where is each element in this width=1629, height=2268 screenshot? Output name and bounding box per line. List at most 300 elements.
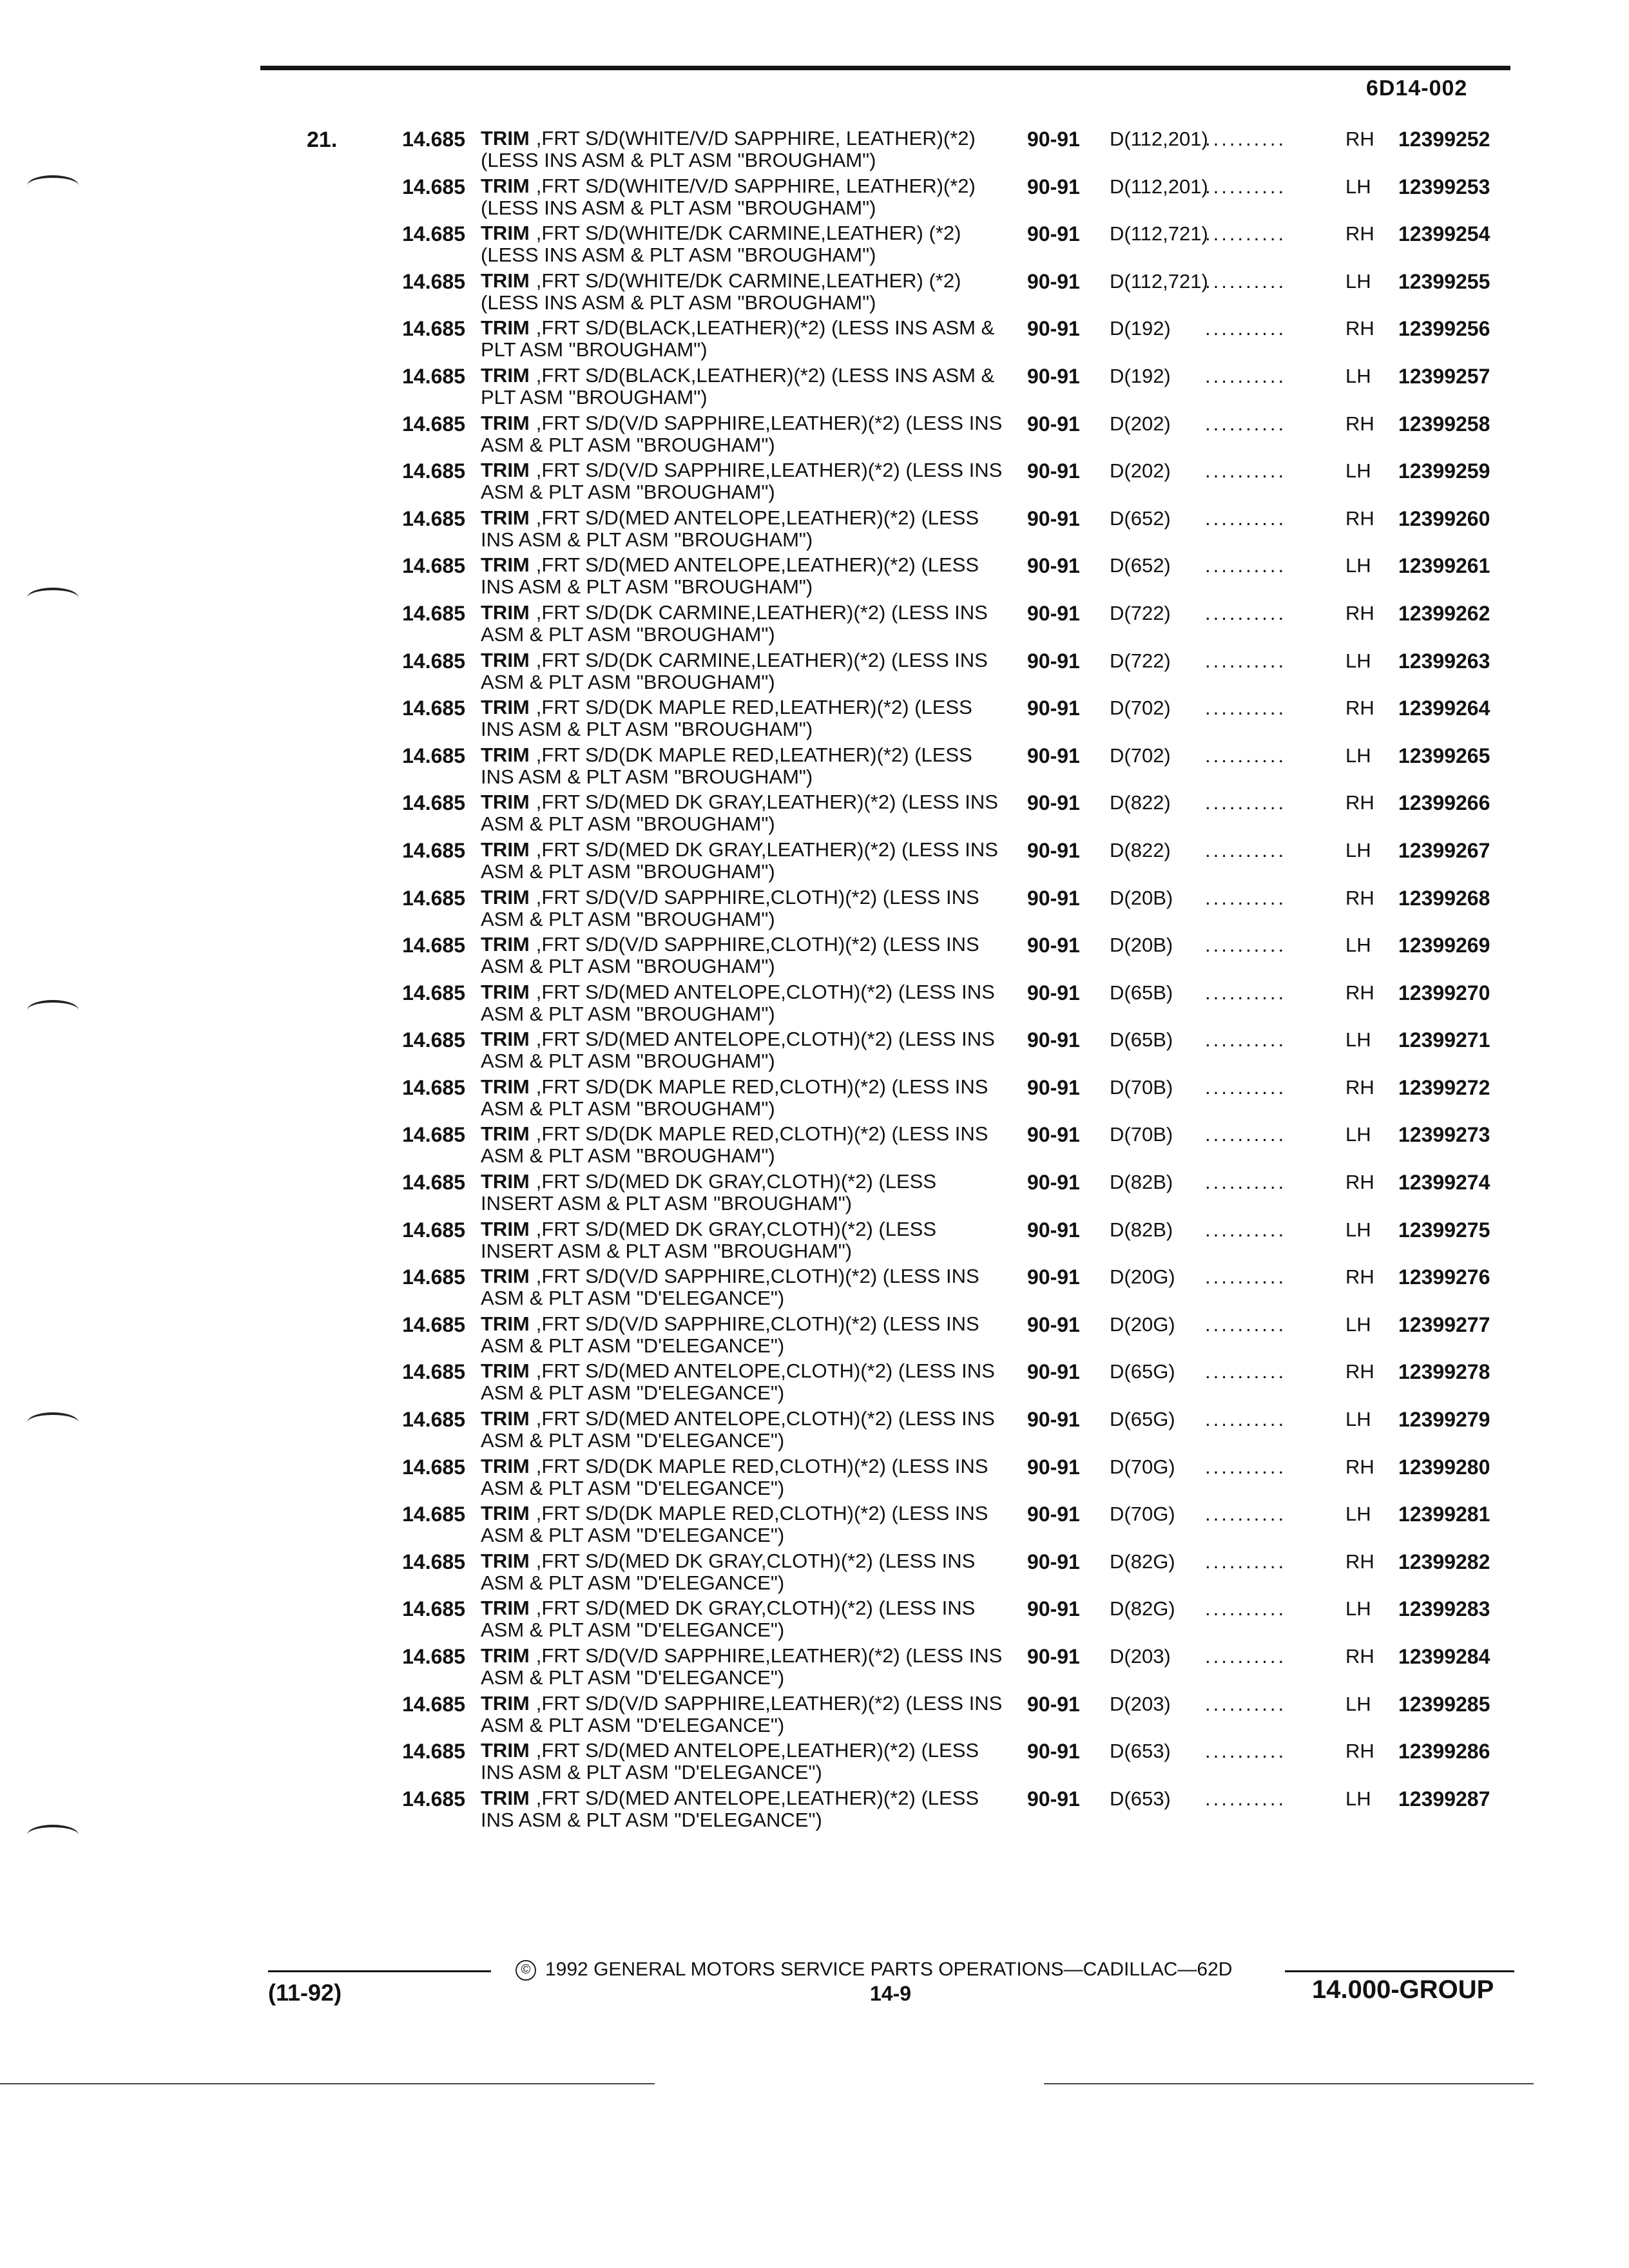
side-code: RH [1345,128,1374,150]
part-keyword: TRIM [481,506,530,529]
trim-code: D(70G) [1110,1503,1175,1526]
binder-hole-mark [27,1000,79,1021]
date-code: (11-92) [268,1979,342,2006]
side-code: RH [1345,697,1374,720]
side-code: LH [1345,554,1371,577]
trim-code: D(722) [1110,601,1171,624]
side-code: RH [1345,1265,1374,1289]
part-keyword: TRIM [481,885,530,908]
part-number: 12399267 [1398,838,1490,862]
dot-leader: .......... [1205,1455,1287,1478]
description-text: ,FRT S/D(DK MAPLE RED,CLOTH)(*2) (LESS INS ASM & PLT ASM "BROUGHAM") [481,1075,988,1120]
part-description [481,1360,1009,1404]
ref-number: 14.685 [402,1503,465,1526]
ref-number: 14.685 [402,128,465,151]
parts-list-row [0,1359,1629,1407]
model-years: 90-91 [1027,886,1080,910]
trim-code: D(112,201) [1110,175,1208,198]
group-label: 14.000-GROUP [1312,1975,1494,2004]
parts-list-row [0,695,1629,743]
ref-number: 14.685 [402,601,465,625]
part-keyword: TRIM [481,127,530,149]
side-code: LH [1345,1218,1371,1241]
ref-number: 14.685 [402,1171,465,1195]
parts-list-row [0,980,1629,1028]
part-description [481,1597,1009,1641]
part-number: 12399254 [1398,222,1490,246]
part-keyword: TRIM [481,1075,530,1098]
part-keyword: TRIM [481,1644,530,1667]
model-years: 90-91 [1027,1455,1080,1479]
part-keyword: TRIM [481,459,530,482]
dot-leader: .......... [1205,791,1287,814]
model-years: 90-91 [1027,601,1080,625]
parts-list-row [0,1596,1629,1644]
description-text: ,FRT S/D(DK MAPLE RED,LEATHER)(*2) (LESS INS ASM & PLT ASM "BROUGHAM") [481,743,972,788]
model-years: 90-91 [1027,1503,1080,1526]
side-code: LH [1345,1787,1371,1810]
dot-leader: .......... [1205,175,1287,198]
part-keyword: TRIM [481,316,530,340]
trim-code: D(702) [1110,744,1171,767]
model-years: 90-91 [1027,1028,1080,1052]
trim-code: D(65G) [1110,1408,1175,1431]
ref-number: 14.685 [402,1075,465,1099]
parts-list-row [0,743,1629,791]
copyright-text: 1992 GENERAL MOTORS SERVICE PARTS OPERATIONS—CADILLAC—62D [545,1959,1233,1980]
part-keyword: TRIM [481,1312,530,1335]
parts-list-row [0,601,1629,648]
description-text: ,FRT S/D(V/D SAPPHIRE,CLOTH)(*2) (LESS INS ASM & PLT ASM "BROUGHAM") [481,885,979,930]
side-code: LH [1345,175,1371,198]
description-text: ,FRT S/D(MED ANTELOPE,LEATHER)(*2) (LESS INS ASM & PLT ASM "BROUGHAM") [481,553,979,599]
ref-number: 14.685 [402,697,465,720]
parts-list-row [0,316,1629,363]
ref-number: 14.685 [402,1692,465,1716]
description-text: ,FRT S/D(MED DK GRAY,CLOTH)(*2) (LESS INSERT ASM & PLT ASM "BROUGHAM") [481,1217,937,1262]
part-keyword: TRIM [481,222,530,245]
part-number: 12399273 [1398,1123,1490,1147]
part-description [481,887,1009,930]
part-keyword: TRIM [481,1691,530,1715]
part-number: 12399269 [1398,934,1490,957]
dot-leader: .......... [1205,886,1287,909]
footer-rule-left [268,1970,491,1972]
part-number: 12399283 [1398,1597,1490,1621]
model-years: 90-91 [1027,1550,1080,1573]
part-description [481,1171,1009,1215]
ref-number: 14.685 [402,1550,465,1573]
ref-number: 14.685 [402,838,465,862]
model-years: 90-91 [1027,981,1080,1004]
model-years: 90-91 [1027,1360,1080,1384]
model-years: 90-91 [1027,175,1080,198]
dot-leader: .......... [1205,1740,1287,1763]
part-number: 12399281 [1398,1503,1490,1526]
dot-leader: .......... [1205,601,1287,624]
dot-leader: .......... [1205,222,1287,245]
binder-hole-mark [27,175,79,196]
part-number: 12399264 [1398,697,1490,720]
model-years: 90-91 [1027,1265,1080,1289]
trim-code: D(20B) [1110,934,1173,957]
description-text: ,FRT S/D(BLACK,LEATHER)(*2) (LESS INS ASM & PLT ASM "BROUGHAM") [481,316,995,361]
description-text: ,FRT S/D(MED ANTELOPE,LEATHER)(*2) (LESS INS ASM & PLT ASM "BROUGHAM") [481,506,979,551]
part-description [481,459,1009,503]
part-description [481,554,1009,598]
part-description [481,1028,1009,1072]
description-text: ,FRT S/D(MED ANTELOPE,LEATHER)(*2) (LESS INS ASM & PLT ASM "D'ELEGANCE") [481,1739,979,1784]
dot-leader: .......... [1205,1265,1287,1289]
side-code: RH [1345,506,1374,530]
copyright-line [516,1959,1232,1981]
part-description [481,1123,1009,1167]
trim-code: D(112,201) [1110,128,1208,150]
side-code: LH [1345,269,1371,293]
model-years: 90-91 [1027,1123,1080,1147]
ref-number: 14.685 [402,175,465,198]
side-code: LH [1345,934,1371,957]
side-code: LH [1345,649,1371,672]
model-years: 90-91 [1027,506,1080,530]
parts-list-row [0,885,1629,933]
description-text: ,FRT S/D(DK CARMINE,LEATHER)(*2) (LESS INS ASM & PLT ASM "BROUGHAM") [481,648,988,693]
bottom-rule-left [0,2083,655,2084]
part-keyword: TRIM [481,1217,530,1240]
part-number: 12399272 [1398,1075,1490,1099]
model-years: 90-91 [1027,1740,1080,1763]
part-description [481,507,1009,551]
description-text: ,FRT S/D(WHITE/V/D SAPPHIRE, LEATHER)(*2) (LESS INS ASM & PLT ASM "BROUGHAM") [481,174,976,219]
part-number: 12399252 [1398,128,1490,151]
part-keyword: TRIM [481,1502,530,1525]
dot-leader: .......... [1205,1123,1287,1146]
ref-number: 14.685 [402,1028,465,1052]
part-number: 12399263 [1398,649,1490,673]
model-years: 90-91 [1027,459,1080,483]
part-number: 12399276 [1398,1265,1490,1289]
parts-list-row [0,221,1629,269]
part-description [481,1550,1009,1594]
parts-list-row [0,1264,1629,1312]
trim-code: D(203) [1110,1692,1171,1715]
dot-leader: .......... [1205,506,1287,530]
side-code: RH [1345,1645,1374,1667]
trim-code: D(653) [1110,1787,1171,1810]
ref-number: 14.685 [402,412,465,436]
description-text: ,FRT S/D(WHITE/DK CARMINE,LEATHER) (*2) (LESS INS ASM & PLT ASM "BROUGHAM") [481,269,961,314]
dot-leader: .......... [1205,554,1287,577]
model-years: 90-91 [1027,1787,1080,1811]
model-years: 90-91 [1027,222,1080,246]
dot-leader: .......... [1205,1597,1287,1620]
part-number: 12399258 [1398,412,1490,436]
parts-list-row [0,648,1629,696]
part-description [481,1740,1009,1783]
dot-leader: .......... [1205,981,1287,1004]
dot-leader: .......... [1205,317,1287,340]
ref-number: 14.685 [402,554,465,578]
model-years: 90-91 [1027,1171,1080,1195]
part-keyword: TRIM [481,411,530,434]
ref-number: 14.685 [402,981,465,1004]
ref-number: 14.685 [402,1265,465,1289]
bottom-rule-right [1044,2083,1534,2084]
ref-number: 14.685 [402,1740,465,1763]
model-years: 90-91 [1027,317,1080,341]
trim-code: D(82B) [1110,1218,1173,1241]
trim-code: D(112,721) [1110,269,1208,293]
description-text: ,FRT S/D(MED ANTELOPE,LEATHER)(*2) (LESS INS ASM & PLT ASM "D'ELEGANCE") [481,1786,979,1831]
dot-leader: .......... [1205,1692,1287,1715]
ref-number: 14.685 [402,317,465,341]
description-text: ,FRT S/D(V/D SAPPHIRE,CLOTH)(*2) (LESS INS ASM & PLT ASM "D'ELEGANCE") [481,1312,979,1357]
model-years: 90-91 [1027,838,1080,862]
part-description [481,222,1009,266]
page-code: 6D14-002 [1366,76,1468,101]
part-description [481,128,1009,171]
side-code: LH [1345,744,1371,767]
part-description [481,317,1009,361]
side-code: RH [1345,1455,1374,1478]
part-keyword: TRIM [481,1454,530,1477]
ref-number: 14.685 [402,1645,465,1668]
part-number: 12399284 [1398,1645,1490,1668]
part-keyword: TRIM [481,696,530,719]
parts-list-row [0,458,1629,506]
dot-leader: .......... [1205,838,1287,861]
part-number: 12399266 [1398,791,1490,815]
model-years: 90-91 [1027,697,1080,720]
dot-leader: .......... [1205,1360,1287,1383]
dot-leader: .......... [1205,1550,1287,1573]
part-keyword: TRIM [481,174,530,197]
dot-leader: .......... [1205,459,1287,483]
trim-code: D(70G) [1110,1455,1175,1478]
description-text: ,FRT S/D(V/D SAPPHIRE,CLOTH)(*2) (LESS INS ASM & PLT ASM "BROUGHAM") [481,933,979,978]
parts-list-row [0,553,1629,601]
ref-number: 14.685 [402,1408,465,1432]
parts-list-row [0,1407,1629,1454]
part-description [481,1218,1009,1262]
part-number: 12399261 [1398,554,1490,578]
description-text: ,FRT S/D(BLACK,LEATHER)(*2) (LESS INS ASM & PLT ASM "BROUGHAM") [481,363,995,408]
part-number: 12399260 [1398,506,1490,530]
description-text: ,FRT S/D(MED ANTELOPE,CLOTH)(*2) (LESS INS ASM & PLT ASM "BROUGHAM") [481,980,995,1025]
description-text: ,FRT S/D(V/D SAPPHIRE,LEATHER)(*2) (LESS INS ASM & PLT ASM "D'ELEGANCE") [481,1644,1003,1689]
part-keyword: TRIM [481,1122,530,1146]
part-description [481,1645,1009,1689]
parts-list-row [0,932,1629,980]
parts-list-row [0,174,1629,222]
part-description [481,365,1009,408]
part-number: 12399282 [1398,1550,1490,1573]
model-years: 90-91 [1027,1692,1080,1716]
model-years: 90-91 [1027,554,1080,578]
description-text: ,FRT S/D(MED DK GRAY,LEATHER)(*2) (LESS INS ASM & PLT ASM "BROUGHAM") [481,791,998,836]
description-text: ,FRT S/D(DK MAPLE RED,CLOTH)(*2) (LESS INS ASM & PLT ASM "D'ELEGANCE") [481,1502,988,1547]
part-description [481,649,1009,693]
ref-number: 14.685 [402,1455,465,1479]
trim-code: D(702) [1110,697,1171,720]
parts-list-row [0,269,1629,316]
dot-leader: .......... [1205,1503,1287,1526]
part-number: 12399278 [1398,1360,1490,1384]
part-description [481,697,1009,740]
model-years: 90-91 [1027,1075,1080,1099]
side-code: LH [1345,364,1371,387]
trim-code: D(202) [1110,459,1171,483]
parts-list-row [0,1786,1629,1834]
dot-leader: .......... [1205,1787,1287,1810]
part-number: 12399279 [1398,1408,1490,1432]
part-description [481,1076,1009,1120]
side-code: LH [1345,1312,1371,1336]
part-description [481,1503,1009,1546]
trim-code: D(202) [1110,412,1171,435]
trim-code: D(20G) [1110,1312,1175,1336]
part-keyword: TRIM [481,933,530,956]
model-years: 90-91 [1027,412,1080,436]
side-code: LH [1345,1028,1371,1052]
model-years: 90-91 [1027,1312,1080,1336]
part-keyword: TRIM [481,601,530,624]
dot-leader: .......... [1205,1171,1287,1194]
side-code: RH [1345,981,1374,1004]
trim-code: D(192) [1110,317,1171,340]
trim-code: D(65G) [1110,1360,1175,1383]
model-years: 90-91 [1027,791,1080,815]
model-years: 90-91 [1027,128,1080,151]
trim-code: D(82G) [1110,1597,1175,1620]
description-text: ,FRT S/D(MED DK GRAY,CLOTH)(*2) (LESS INS ASM & PLT ASM "D'ELEGANCE") [481,1597,976,1642]
description-text: ,FRT S/D(V/D SAPPHIRE,LEATHER)(*2) (LESS INS ASM & PLT ASM "D'ELEGANCE") [481,1691,1003,1736]
ref-number: 14.685 [402,744,465,767]
trim-code: D(70B) [1110,1075,1173,1099]
group-number: 21. [307,128,338,152]
parts-list-row [0,1644,1629,1691]
parts-list [0,126,1629,1833]
dot-leader: .......... [1205,744,1287,767]
description-text: ,FRT S/D(V/D SAPPHIRE,CLOTH)(*2) (LESS INS ASM & PLT ASM "D'ELEGANCE") [481,1265,979,1310]
model-years: 90-91 [1027,1597,1080,1621]
part-description [481,934,1009,977]
part-number: 12399274 [1398,1171,1490,1195]
side-code: LH [1345,1123,1371,1146]
parts-list-row [0,1549,1629,1597]
description-text: ,FRT S/D(WHITE/V/D SAPPHIRE, LEATHER)(*2) (LESS INS ASM & PLT ASM "BROUGHAM") [481,127,976,171]
side-code: RH [1345,1075,1374,1099]
ref-number: 14.685 [402,1218,465,1242]
part-description [481,1313,1009,1357]
part-number: 12399262 [1398,601,1490,625]
trim-code: D(112,721) [1110,222,1208,245]
parts-list-row [0,1122,1629,1169]
dot-leader: .......... [1205,649,1287,672]
description-text: ,FRT S/D(DK MAPLE RED,CLOTH)(*2) (LESS INS ASM & PLT ASM "BROUGHAM") [481,1122,988,1168]
ref-number: 14.685 [402,1312,465,1336]
model-years: 90-91 [1027,649,1080,673]
part-description [481,981,1009,1025]
part-number: 12399268 [1398,886,1490,910]
part-number: 12399265 [1398,744,1490,767]
part-number: 12399270 [1398,981,1490,1004]
part-number: 12399277 [1398,1312,1490,1336]
side-code: RH [1345,886,1374,909]
part-keyword: TRIM [481,743,530,766]
trim-code: D(722) [1110,649,1171,672]
part-description [481,1456,1009,1499]
part-number: 12399271 [1398,1028,1490,1052]
trim-code: D(822) [1110,791,1171,814]
copyright-symbol: © [516,1960,536,1981]
part-description [481,1787,1009,1831]
parts-list-row [0,126,1629,174]
page-number: 14-9 [870,1982,912,2005]
dot-leader: .......... [1205,1075,1287,1099]
model-years: 90-91 [1027,1645,1080,1668]
part-keyword: TRIM [481,1028,530,1051]
part-keyword: TRIM [481,1265,530,1288]
part-keyword: TRIM [481,1407,530,1430]
part-number: 12399275 [1398,1218,1490,1242]
model-years: 90-91 [1027,269,1080,293]
side-code: RH [1345,412,1374,435]
description-text: ,FRT S/D(DK MAPLE RED,CLOTH)(*2) (LESS INS ASM & PLT ASM "D'ELEGANCE") [481,1454,988,1499]
footer-rule-right [1285,1970,1514,1972]
part-keyword: TRIM [481,1170,530,1193]
model-years: 90-91 [1027,1408,1080,1432]
description-text: ,FRT S/D(DK CARMINE,LEATHER)(*2) (LESS INS ASM & PLT ASM "BROUGHAM") [481,601,988,646]
parts-list-row [0,1027,1629,1075]
ref-number: 14.685 [402,934,465,957]
trim-code: D(20G) [1110,1265,1175,1289]
side-code: LH [1345,1597,1371,1620]
parts-list-row [0,506,1629,553]
trim-code: D(652) [1110,554,1171,577]
ref-number: 14.685 [402,1123,465,1147]
parts-list-row [0,1691,1629,1739]
description-text: ,FRT S/D(DK MAPLE RED,LEATHER)(*2) (LESS INS ASM & PLT ASM "BROUGHAM") [481,696,972,741]
side-code: LH [1345,1503,1371,1526]
ref-number: 14.685 [402,459,465,483]
dot-leader: .......... [1205,269,1287,293]
part-number: 12399285 [1398,1692,1490,1716]
description-text: ,FRT S/D(WHITE/DK CARMINE,LEATHER) (*2) (LESS INS ASM & PLT ASM "BROUGHAM") [481,222,961,267]
trim-code: D(192) [1110,364,1171,387]
description-text: ,FRT S/D(V/D SAPPHIRE,LEATHER)(*2) (LESS INS ASM & PLT ASM "BROUGHAM") [481,411,1003,456]
dot-leader: .......... [1205,364,1287,387]
side-code: LH [1345,1408,1371,1431]
parts-list-row [0,363,1629,411]
description-text: ,FRT S/D(MED ANTELOPE,CLOTH)(*2) (LESS INS ASM & PLT ASM "D'ELEGANCE") [481,1407,995,1452]
model-years: 90-91 [1027,1218,1080,1242]
ref-number: 14.685 [402,649,465,673]
side-code: RH [1345,1171,1374,1194]
part-number: 12399287 [1398,1787,1490,1811]
part-number: 12399255 [1398,269,1490,293]
part-description [481,602,1009,646]
description-text: ,FRT S/D(MED DK GRAY,CLOTH)(*2) (LESS INSERT ASM & PLT ASM "BROUGHAM") [481,1170,937,1215]
dot-leader: .......... [1205,1645,1287,1667]
ref-number: 14.685 [402,364,465,388]
trim-code: D(822) [1110,838,1171,861]
model-years: 90-91 [1027,934,1080,957]
part-keyword: TRIM [481,363,530,387]
parts-list-row [0,1217,1629,1265]
part-description [481,412,1009,456]
part-description [481,1408,1009,1452]
